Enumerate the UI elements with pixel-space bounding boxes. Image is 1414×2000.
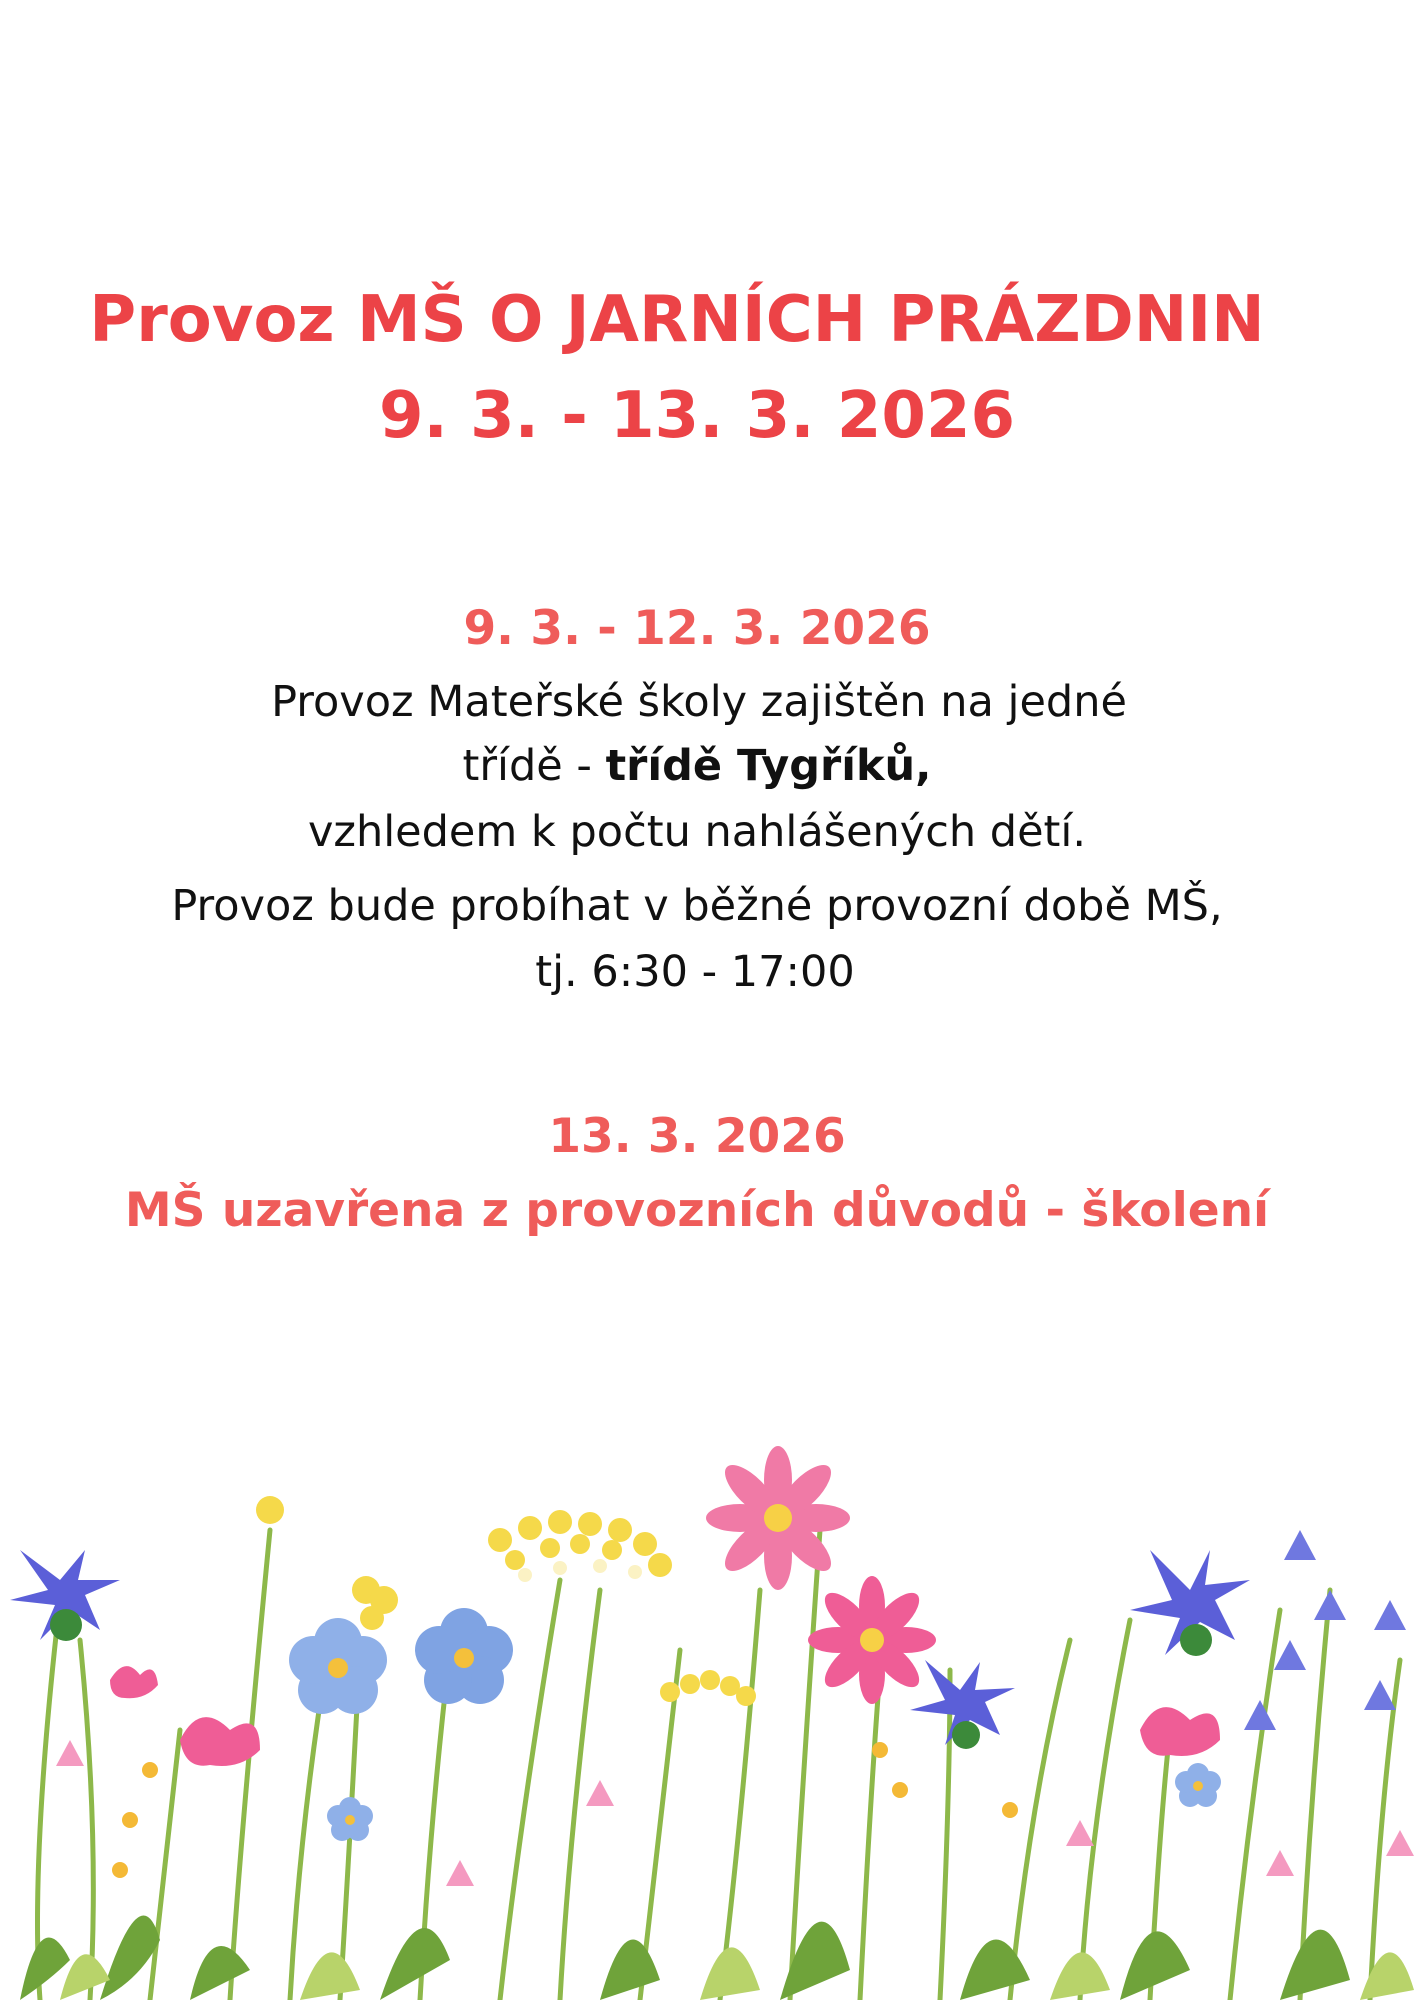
wildflower-meadow-illustration xyxy=(0,1440,1414,2000)
page-title: Provoz MŠ O JARNÍCH PRÁZDNIN xyxy=(89,283,1265,357)
section1-line2 xyxy=(0,734,1404,798)
section2-date: 13. 3. 2026 xyxy=(548,1109,846,1164)
class-name-bold: třídě Tygříků, xyxy=(605,741,932,791)
section1-line3: vzhledem k počtu nahlášených dětí. xyxy=(307,807,1087,857)
section1-date: 9. 3. - 12. 3. 2026 xyxy=(463,601,931,656)
closure-note: MŠ uzavřena z provozních důvodů - školení xyxy=(124,1183,1270,1238)
section1-line1: Provoz Mateřské školy zajištěn na jedné xyxy=(271,677,1127,727)
page-title-dates: 9. 3. - 13. 3. 2026 xyxy=(379,379,1015,453)
section1-line4: Provoz bude probíhat v běžné provozní době MŠ, xyxy=(171,881,1223,931)
section1-line5: tj. 6:30 - 17:00 xyxy=(535,947,855,997)
section1-line2-prefix: třídě - xyxy=(462,741,606,791)
